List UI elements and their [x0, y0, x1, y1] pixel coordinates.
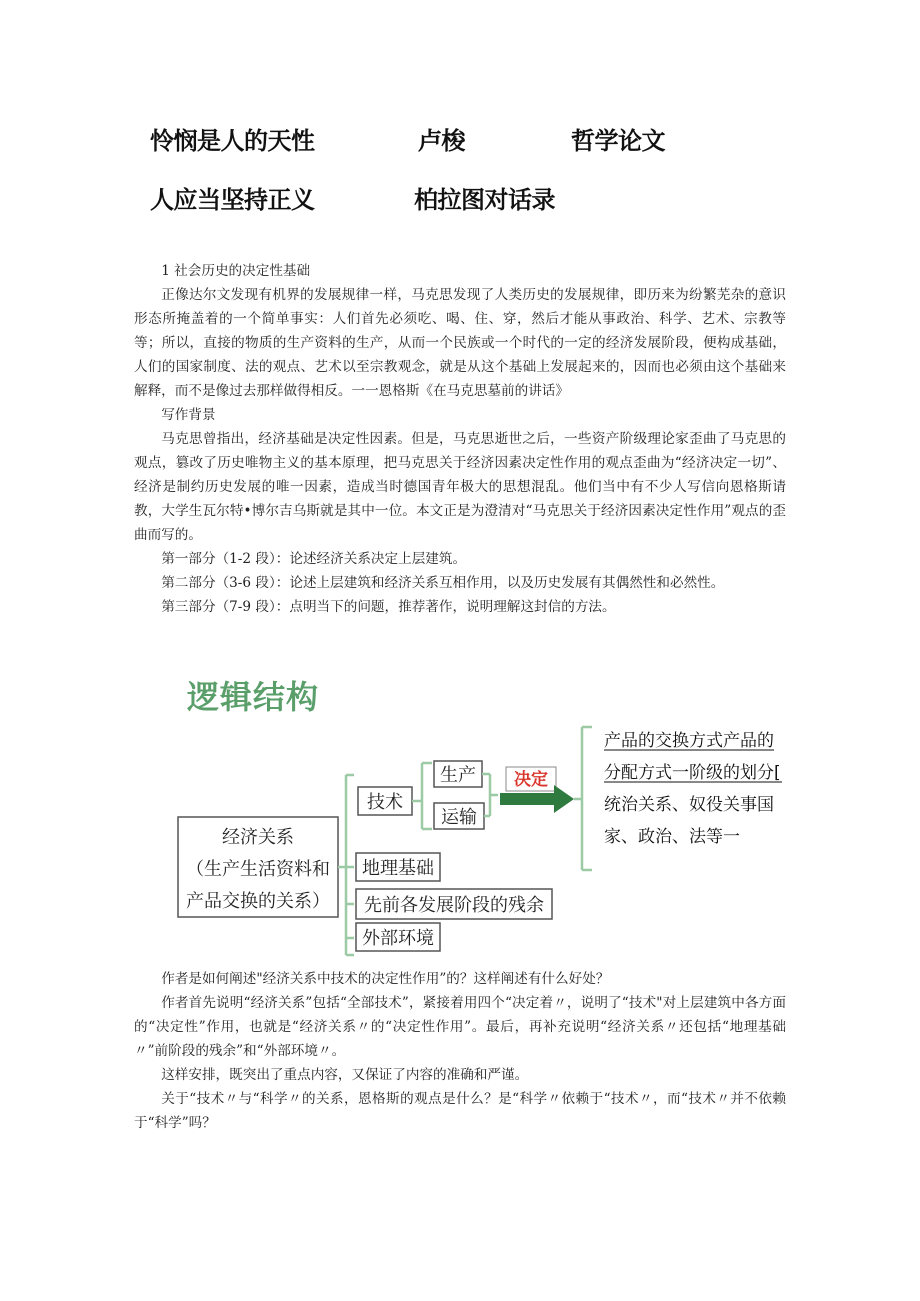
root-line-3: 产品交换的关系）	[186, 891, 330, 912]
quote-paragraph: 正像达尔文发现有机界的发展规律一样，马克思发现了人类历史的发展规律，即历来为纷繁芜杂的意识形态所掩盖着的一个简单事实：人们首先必须吃、喝、住、穿，然后才能从事政治、科学、艺术、宗教等等；所以，直接的物质的生产资料的生产，从而一个民族或一个时代的一定的经济发展阶段，便构成基础，人们的国家制度、法的观点、艺术以至宗教观念，就是从这个基础上发展起来的，因而也必须由这个基础来解释，而不是像过去那样做得相反。一一恩格斯《在马克思墓前的讲话》	[134, 287, 786, 399]
geo-label: 地理基础	[362, 858, 434, 879]
part-3: 第三部分（7-9 段）：点明当下的问题，推荐著作，说明理解这封信的方法。	[161, 599, 616, 615]
question-1: 作者是如何阐述"经济关系中技术的决定性作用”的？这样阐述有什么好处？	[161, 971, 610, 987]
part-1: 第一部分（1-2 段）：论述经济关系决定上层建筑。	[161, 551, 467, 567]
section-heading: 1 社会历史的决定性基础	[161, 263, 311, 279]
root-line-1: 经济关系	[222, 827, 294, 848]
header-title-2: 人应当坚持正义	[150, 186, 315, 214]
header-source-2: 柏拉图对话录	[414, 186, 555, 214]
header-author-1: 卢梭	[418, 127, 465, 155]
logic-diagram	[170, 715, 810, 965]
production-label: 生产	[440, 765, 476, 786]
result-line-1: 产品的交换方式产品的	[604, 731, 774, 751]
transport-label: 运输	[441, 807, 477, 828]
answer-2: 这样安排，既突出了重点内容，又保证了内容的准确和严谨。	[161, 1067, 529, 1083]
discussion	[134, 967, 786, 1135]
result-line-3: 统治关系、奴役关事国	[604, 795, 774, 815]
answer-1: 作者首先说明“经济关系”包括“全部技术”，紧接着用四个“决定着〃，说明了“技术"对上层建筑中各方面的“决定性”作用，也就是“经济关系〃的“决定性作用”。最后，再补充说明“经济关系〃还包括“地理基础〃”前阶段的残余”和“外部环境〃。	[134, 995, 786, 1059]
background-paragraph: 马克思曾指出，经济基础是决定性因素。但是，马克思逝世之后，一些资产阶级理论家歪曲了马克思的观点，篡改了历史唯物主义的基本原理，把马克思关于经济因素决定性作用的观点歪曲为“经济决定一切”、经济是制约历史发展的唯一因素，造成当时德国青年极大的思想混乱。他们当中有不少人写信向恩格斯请教，大学生瓦尔特•博尔吉乌斯就是其中一位。本文正是为澄清对“马克思关于经济因素决定性作用”观点的歪曲而写的。	[134, 431, 786, 543]
header-genre-1: 哲学论文	[571, 127, 665, 155]
result-line-2: 分配方式一阶级的划分[	[604, 763, 781, 783]
logic-title: 逻辑结构	[187, 678, 320, 716]
root-bracket	[338, 775, 354, 955]
decide-label: 决定	[514, 770, 548, 790]
result-bracket	[574, 727, 592, 870]
remnants-label: 先前各发展阶段的残余	[364, 895, 544, 916]
header-title-1: 怜悯是人的天性	[150, 127, 315, 155]
tech-bracket	[412, 763, 432, 829]
question-2: 关于“技术〃与“科学〃的关系，恩格斯的观点是什么？是“科学〃依赖于“技术〃，而“技术〃并不依赖于“科学”吗？	[134, 1091, 786, 1131]
root-line-2: （生产生活资料和	[186, 859, 330, 880]
part-2: 第二部分（3-6 段）：论述上层建筑和经济关系互相作用，以及历史发展有其偶然性和必然性。	[161, 575, 725, 591]
result-line-4: 家、政治、法等一	[604, 827, 740, 847]
environment-label: 外部环境	[362, 928, 434, 949]
section-1	[134, 259, 786, 619]
tech-label: 技术	[367, 792, 403, 813]
background-label: 写作背景	[161, 407, 216, 423]
